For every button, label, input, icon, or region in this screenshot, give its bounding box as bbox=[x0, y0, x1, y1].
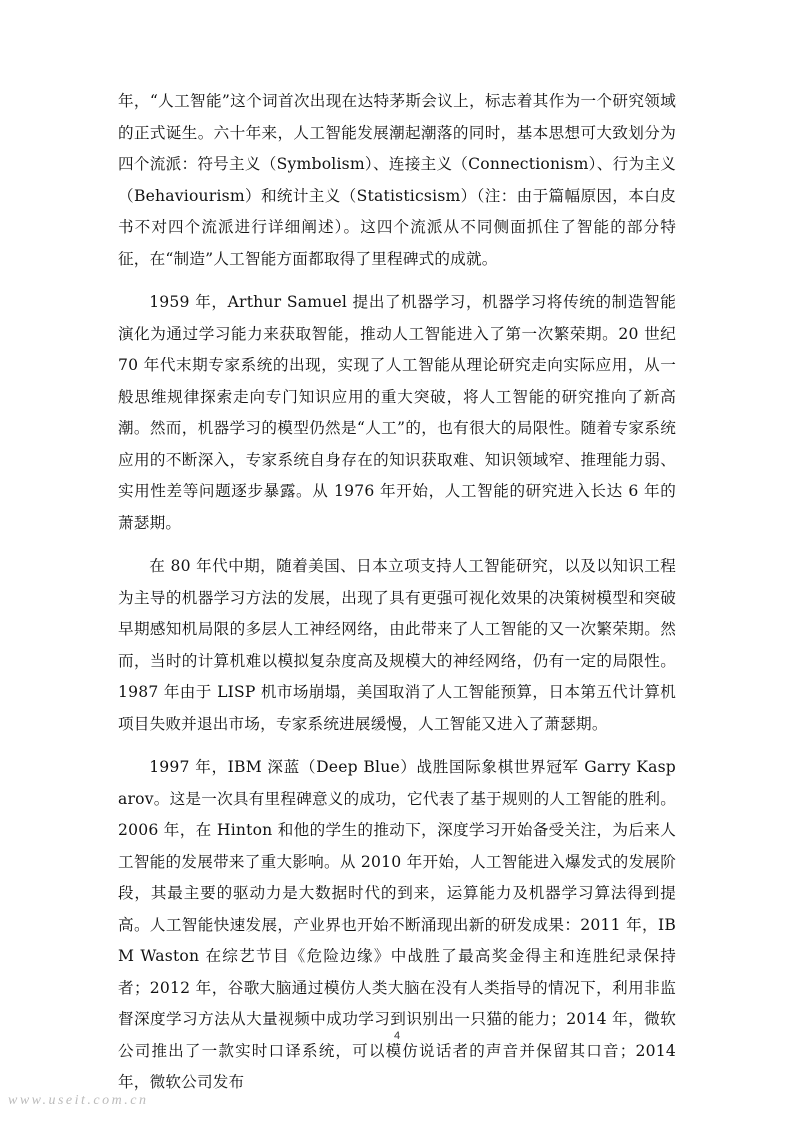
document-body bbox=[118, 86, 676, 1111]
paragraph-mid-80s: 在 80 年代中期，随着美国、日本立项支持人工智能研究，以及以知识工程为主导的机器学习方法的发展，出现了具有更强可视化效果的决策树模型和突破早期感知机局限的多层人工神经网络，由此带来了人工智能的又一次繁荣期。然而，当时的计算机难以模拟复杂度高及规模大的神经网络，仍有一定的局限性。1987 年由于 LISP 机市场崩塌，美国取消了人工智能预算，日本第五代计算机项目失败并退出市场，专家系统进展缓慢，人工智能又进入了萧瑟期。 bbox=[118, 557, 676, 733]
page-number: 4 bbox=[393, 1030, 401, 1042]
paragraph-ai-origin: 年，“人工智能”这个词首次出现在达特茅斯会议上，标志着其作为一个研究领域的正式诞生。六十年来，人工智能发展潮起潮落的同时，基本思想可大致划分为四个流派：符号主义（Symbolism）、连接主义（Connectionism）、行为主义（Behaviourism）和统计主义（Statisticsism）（注：由于篇幅原因，本白皮书不对四个流派进行详细阐述）。这四个流派从不同侧面抓住了智能的部分特征，在“制造”人工智能方面都取得了里程碑式的成就。 bbox=[118, 92, 676, 268]
watermark: www.useit.com.cn bbox=[8, 1093, 149, 1108]
paragraph-machine-learning-1959: 1959 年，Arthur Samuel 提出了机器学习，机器学习将传统的制造智能演化为通过学习能力来获取智能，推动人工智能进入了第一次繁荣期。20 世纪 70 年代末期专家系统的出现，实现了人工智能从理论研究走向实际应用，从一般思维规律探索走向专门知识应用的重大突破，将人工智能的研究推向了新高潮。然而，机器学习的模型仍然是“人工”的，也有很大的局限性。随着专家系统应用的不断深入，专家系统自身存在的知识获取难、知识领域窄、推理能力弱、实用性差等问题逐步暴露。从 1976 年开始，人工智能的研究进入长达 6 年的萧瑟期。 bbox=[118, 293, 676, 532]
paragraph-deep-blue-1997: 1997 年，IBM 深蓝（Deep Blue）战胜国际象棋世界冠军 Garry Kasparov。这是一次具有里程碑意义的成功，它代表了基于规则的人工智能的胜利。2006 年，在 Hinton 和他的学生的推动下，深度学习开始备受关注，为后来人工智能的发展带来了重大影响。从 2010 年开始，人工智能进入爆发式的发展阶段，其最主要的驱动力是大数据时代的到来，运算能力及机器学习算法得到提高。人工智能快速发展，产业界也开始不断涌现出新的研发成果：2011 年，IBM Waston 在综艺节目《危险边缘》中战胜了最高奖金得主和连胜纪录保持者；2012 年，谷歌大脑通过模仿人类大脑在没有人类指导的情况下，利用非监督深度学习方法从大量视频中成功学习到识别出一只猫的能力；2014 年，微软公司推出了一款实时口译系统，可以模仿说话者的声音并保留其口音；2014 年，微软公司发布 bbox=[118, 758, 676, 1091]
